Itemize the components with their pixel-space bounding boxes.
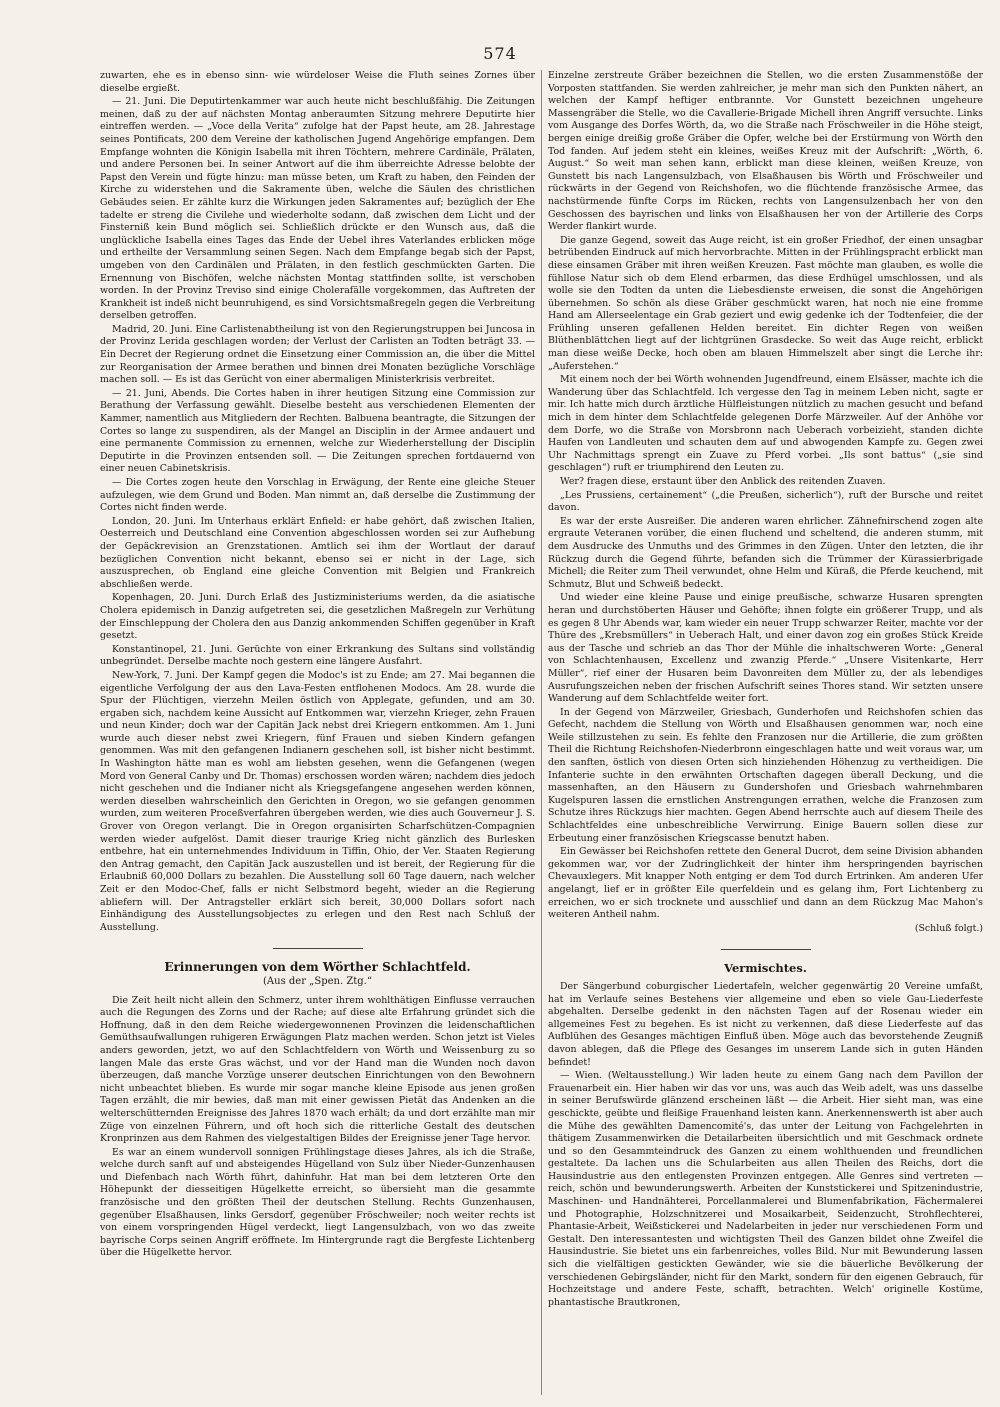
column-divider	[541, 70, 542, 1395]
section-divider	[273, 948, 363, 949]
article-source: (Aus der „Spen. Ztg.“	[263, 975, 372, 987]
paragraph: zuwarten, ehe es in ebenso sinn- wie würdeloser Weise die Fluth seines Zornes über dieselbe ergießt.	[100, 70, 535, 94]
paragraph: Einzelne zerstreute Gräber bezeichnen die Stellen, wo die ersten Zusammenstöße der Vorposten stattfanden. Sie werden zahlreicher, je mehr man sich den Punkten nähert, an welchen der Kampf heftiger entbrannte. Vor Gunstett bezeichnen ungeheure Massengräber die Stelle, wo die Cavallerie-Brigade Michell ihren Angriff versuchte. Links vom Ausgange des Dorfes Wörth, da, wo die Straße nach Fröschweiler in die Höhe steigt, bergen einige dreißig große Gräber die Opfer, welche bei der Erstürmung von Wörth den Tod fanden. Auf jedem steht ein kleines, weißes Kreuz mit der Aufschrift: „Wörth, 6. August.“ So weit man sehen kann, erblickt man diese kleinen, weißen Kreuze, von Gunstett bis nach Langensulzbach, von Elsaßhausen bis Wörth und Fröschweiler und rückwärts in der Gegend von Reichshofen, wo die flüchtende französische Armee, das nachstürmende fünfte Corps im Rücken, rechts von Langensulzenbach her von den Geschossen des bayrischen und links von Elsaßhausen her von der Artillerie des Corps Werder flankirt wurde.	[548, 70, 983, 233]
paragraph: — Wien. (Weltausstellung.) Wir laden heute zu einem Gang nach dem Pavillon der Frauenarbeit ein. Hier haben wir das vor uns, was auch das Weib adelt, was uns dasselbe in seiner Berufswürde glänzend erscheinen läßt — die Arbeit. Hier sieht man, was eine geschickte, geübte und fleißige Frauenhand leisten kann. Anerkennenswerth ist aber auch die Mühe des gewählten Damencomité's, das unter der Leitung von Fachgelehrten in thätigem Zusammenwirken die Detailarbeiten übersichtlich und mit Geschmack ordnete und so den Gesammteindruck des Ganzen zu einem wohlthuenden und freundlichen gestaltete. Da lachen uns die Schularbeiten aus allen Theilen des Reichs, dort die Hausindustrie aus den entlegensten Provinzen entgegen. Alle Genres sind vertreten — reich, schön und bewunderungswerth. Arbeiten der Kunststickerei und Spitzenindustrie, Maschinen- und Handnähterei, Porcellanmalerei und Blumenfabrikation, Fächermalerei und Photographie, Holzschnitzerei und Mosaikarbeit, Seidenzucht, Strohflechterei, Phantasie-Arbeit, Weißstickerei und Nadelarbeiten in jeder nur verschiedenen Form und Gestalt. Den interessantesten und wichtigsten Theil des Ganzen bildet ohne Zweifel die Hausindustrie. Sie bietet uns ein farbenreiches, volles Bild. Nur mit Bewunderung lassen sich die vielfältigen gestickten Gewänder, wie sie die bäuerliche Bevölkerung der verschiedenen Gebirgsländer, nicht für den Markt, sondern für den eigenen Gebrauch, für Hochzeitstage und andere Feste, schafft, betrachten. Welch' originelle Kostüme, phantastische Brautkronen,	[548, 1070, 983, 1308]
paragraph: Konstantinopel, 21. Juni. Gerüchte von einer Erkrankung des Sultans sind vollständig unbegründet. Derselbe machte noch gestern eine längere Ausfahrt.	[100, 643, 535, 668]
paragraph: — 21. Juni, Abends. Die Cortes haben in ihrer heutigen Sitzung eine Commission zur Berathung der Verfassung gewählt. Dieselbe besteht aus verschiedenen Elementen der Kammer, namentlich aus Mitgliedern der Rechten. Balbuena beantragte, die Sitzungen der Cortes so lange zu suspendiren, als der Mangel an Disciplin in der Armee andauert und eine permanente Commission zu ernennen, welche zur Wiederherstellung der Disciplin Deputirte in die Provinzen entsenden soll. — Die Zeitungen sprechen fortdauernd von einer neuen Cabinetskrisis.	[100, 387, 535, 475]
left-column	[100, 70, 535, 1395]
paragraph: Wer? fragen diese, erstaunt über den Anblick des reitenden Zuaven.	[560, 476, 886, 487]
paragraph: Es war an einem wundervoll sonnigen Frühlingstage dieses Jahres, als ich die Straße, welche durch sanft auf und absteigendes Hügelland von Sulz über Nieder-Gunzenhausen und Diefenbach nach Wörth führt, dahinfuhr. Hat man bei dem letzteren Orte den Höhepunkt der diesseitigen Hügelkette erreicht, so übersieht man die gesammte französische und den größten Theil der deutschen Stellung. Rechts Gunzenhausen, gegenüber Elsaßhausen, links Gersdorf, gegenüber Fröschweiler; noch weiter rechts ist von einem vorspringenden Hügel verdeckt, liegt Langensulzbach, von wo das zweite bayrische Corps seinen Angriff eröffnete. Im Hintergrunde ragt die Bergfeste Lichtenberg über die Hügelkette hervor.	[100, 1146, 535, 1259]
paragraph: New-York, 7. Juni. Der Kampf gegen die Modoc's ist zu Ende; am 27. Mai begannen die eigentliche Verfolgung der aus den Lava-Festen entflohenen Modocs. Am 28. wurde die Spur der Flüchtigen, vierzehn Meilen östlich von Applegate, gefunden, und am 30. ergaben sich, nachdem keine Aussicht auf Entkommen war, vierzehn Krieger, zehn Frauen und neun Kinder; doch war der Capitän Jack nebst drei Kriegern entkommen. Am 1. Juni wurde auch dieser nebst zwei Kriegern, fünf Frauen und sieben Kindern gefangen genommen. Was mit den gefangenen Indianern geschehen soll, ist bisher nicht bestimmt. In Washington hätte man es wohl am liebsten gesehen, wenn die Gefangenen (wegen Mord von General Canby und Dr. Thomas) erschossen worden wären; nachdem dies jedoch nicht geschehen und die Indianer nicht als Kriegsgefangene angesehen werden können, werden dieselben wahrscheinlich den Gerichten in Oregon, wo sie gefangen genommen wurden, zum weiteren Proceßverfahren übergeben werden, wie dies auch Gouverneur J. S. Grover von Oregon verlangt. Die in Oregon organisirten Scharfschützen-Compagnien werden wieder aufgelöst. Damit dieser traurige Krieg nicht gänzlich des Burlesken entbehre, hat ein unternehmendes Individuum in Tiffin, Ohio, der Ver. Staaten Regierung den Antrag gemacht, den Capitän Jack auszustellen und ist bereit, der Regierung für die Erlaubniß 60,000 Dollars zu bezahlen. Die Ausstellung soll 60 Tage dauern, nach welcher Zeit er den Modoc-Chef, falls er nicht Selbstmord begeht, wieder an die Regierung abliefern will. Der Antragsteller erklärt sich bereit, 30,000 Dollars sofort nach Einhändigung des Ausstellungsobjectes zu erlegen und den Rest nach Schluß der Ausstellung.	[100, 669, 535, 933]
paragraph: Ein Gewässer bei Reichshofen rettete den General Ducrot, dem seine Division abhanden gekommen war, vor der Zudringlichkeit der hinter ihm herspringenden bayrischen Chevauxlegers. Mit knapper Noth entging er dem Tod durch Ertrinken. Am anderen Ufer angelangt, lief er in größter Eile querfeldein und es gelang ihm, Fort Lichtenberg zu erreichen, wo er sich trocknete und ausschlief und dann an dem Rückzug Mac Mahon's weiteren Antheil nahm.	[548, 846, 983, 921]
paragraph: Und wieder eine kleine Pause und einige preußische, schwarze Husaren sprengten heran und durchstöberten Häuser und Gehöfte; ihnen folgte ein größerer Trupp, und als es gegen 8 Uhr Abends war, kam wieder ein neuer Trupp schwarzer Reiter, machte vor der Thüre des „Krebsmüllers“ in Ueberach Halt, und einer davon zog ein großes Stück Kreide aus der Tasche und schrieb an das Thor der Mühle die inhaltschweren Worte: „General von Schlachtenhausen, Excellenz und zwanzig Pferde.“ „Unsere Visitenkarte, Herr Müller“, rief einer der Husaren beim Davonreiten dem Müller zu, der als lebendiges Ausrufungszeichen neben der frischen Aufschrift seines Thores stand. Wir setzten unsere Wanderung auf dem Schlachtfelde weiter fort.	[548, 592, 983, 705]
continuation-note: (Schluß folgt.)	[914, 922, 983, 934]
page-number: 574	[483, 44, 517, 63]
section-divider	[721, 949, 811, 950]
paragraph: Die Zeit heilt nicht allein den Schmerz, unter ihrem wohlthätigen Einflusse verrauchen auch die Regungen des Zorns und der Rache; auf diese alte Erfahrung gründet sich die Hoffnung, daß in den dem Reiche wiedergewonnenen Provinzen die leidenschaftlichen Gemüthsaufwallungen ruhigeren Erwägungen Platz machen werden. Schon jetzt ist Vieles anders geworden, jetzt, wo auf den Schlachtfeldern von Wörth und Weissenburg zu so langen Male das erste Gras wächst, und vor der Hand man die Wunden noch davon überzeugen, daß manche Vorzüge unserer deutschen Einrichtungen von den Bewohnern nicht unbeachtet blieben. Es wurde mir sogar manche kleine Episode aus jenen großen Tagen erzählt, die mir bewies, daß man mit einer gewissen Pietät das Andenken an die welterschütternden Ereignisse des Jahres 1870 wach erhält; da und dort erzählte man mir Züge von einzelnen Führern, und oft hoch sich die ritterliche Gestalt des deutschen Kronprinzen aus dem Rahmen des vielgestaltigen Bildes der Ereignisse jener Tage hervor.	[100, 994, 535, 1145]
paragraph: „Les Prussiens, certainement“ („die Preußen, sicherlich“), ruft der Bursche und reitet davon.	[548, 489, 983, 514]
section-title: Vermischtes.	[724, 961, 807, 976]
article-title: Erinnerungen von dem Wörther Schlachtfeld.	[164, 960, 471, 975]
paragraph: — 21. Juni. Die Deputirtenkammer war auch heute nicht beschlußfähig. Die Zeitungen meinen, daß zu der auf nächsten Montag anberaumten Sitzung mehrere Deputirte hier eintreffen werden. — „Voce della Verita“ zufolge hat der Papst heute, am 28. Jahrestage seines Pontificats, 200 dem Vereine der katholischen Jugend Angehörige empfangen. Dem Empfange wohnten die Königin Isabella mit ihren Töchtern, mehrere Cardinäle, Prälaten, und andere Personen bei. In seiner Antwort auf die ihm überreichte Adresse belobte der Papst den Verein und fügte hinzu: man müsse beten, um Kraft zu haben, den Feinden der Kirche zu widerstehen und die Sakramente üben, welche die Säulen des christlichen Gebäudes seien. Er zählte kurz die Wirkungen jeden Sakramentes auf; bezüglich der Ehe tadelte er streng die Civilehe und wiederholte sodann, daß zwischen dem Licht und der Finsterniß kein Bund möglich sei. Schließlich drückte er den Wunsch aus, daß die unglückliche Isabella eines Tages das Ende der Uebel ihres Vaterlandes erblicken möge und ertheilte der Versammlung seinen Segen. Nach dem Empfange begab sich der Papst, umgeben von den Cardinälen und Prälaten, in den festlich geschmückten Garten. Die Ernennung von Bischöfen, welche nächsten Montag stattfinden sollte, ist verschoben worden. In der Provinz Treviso sind einige Cholerafälle vorgekommen, das Auftreten der Krankheit ist indeß nicht beunruhigend, es sind Vorsichtsmaßregeln gegen die Verbreitung derselben getroffen.	[100, 96, 535, 322]
paragraph: Der Sängerbund coburgischer Liedertafeln, welcher gegenwärtig 20 Vereine umfaßt, hat im Verlaufe seines Bestehens vier allgemeine und eben so viele Gau-Liederfeste abgehalten. Derselbe gedenkt in den nächsten Tagen auf der Rosenau wieder ein allgemeines Fest zu begehen. Es ist nicht zu verkennen, daß diese Liederfeste auf das Aufblühen des Gesanges mächtigen Einfluß üben. Möge auch das bevorstehende Zeugniß davon ablegen, daß die Pflege des Gesanges im unserem Lande sich in guten Händen befindet!	[548, 980, 983, 1068]
paragraph: Kopenhagen, 20. Juni. Durch Erlaß des Justizministeriums werden, da die asiatische Cholera epidemisch in Danzig aufgetreten sei, die gesetzlichen Maßregeln zur Verhütung der Einschleppung der Cholera den aus Danzig ankommenden Schiffen gegenüber in Kraft gesetzt.	[100, 592, 535, 642]
paragraph: Mit einem noch der bei Wörth wohnenden Jugendfreund, einem Elsässer, machte ich die Wanderung über das Schlachtfeld. Ich vergesse den Tag in meinem Leben nicht, sagte er mir. Ich hatte mich durch ärztliche Hülfleistungen nützlich zu machen gesucht und befand mich in dem hinter dem Schlachtfelde gelegenen Dorfe Märzweiler. Auf der Anhöhe vor dem Dorfe, wo die Straße von Morsbronn nach Ueberach vorbeizieht, standen dichte Haufen von Landleuten und schauten dem auf und abwogenden Kampfe zu. Gegen zwei Uhr Nachmittags sprengt ein Zuave zu Pferd vorbei. „Ils sont battus“ („sie sind geschlagen“) ruft er triumphirend den Leuten zu.	[548, 374, 983, 474]
paragraph: London, 20. Juni. Im Unterhaus erklärt Enfield: er habe gehört, daß zwischen Italien, Oesterreich und Deutschland eine Convention abgeschlossen worden sei zur Aufhebung der Gepäckrevision an Grenzstationen. Amtlich sei ihm der Wortlaut der darauf bezüglichen Convention nicht bekannt, ebenso sei er nicht in der Lage, sich auszusprechen, ob England eine gleiche Convention mit Belgien und Frankreich abschließen werde.	[100, 515, 535, 590]
paragraph: Die ganze Gegend, soweit das Auge reicht, ist ein großer Friedhof, der einen unsagbar betrübenden Eindruck auf mich hervorbrachte. Mitten in der Frühlingspracht erblickt man diese einsamen Gräber mit ihren weißen Kreuzen. Fast möchte man glauben, es wolle die fühllose Natur sich ob dem Elend erbarmen, das diese Erdhügel umschlossen, und als wolle sie den Todten da unten die Liebesdienste erweisen, die sonst die Angehörigen übernehmen. So schön als diese Gräber geschmückt waren, hat noch nie eine fromme Hand am Allerseelentage ein Grab geziert und ewig gedenke ich der Todtenfeier, die der Frühling unseren gefallenen Helden bereitet. Ein dichter Regen von weißen Blüthenblättchen liegt auf der lichtgrünen Grasdecke. So weit das Auge reicht, erblickt man diese weiße Decke, hoch oben am blauen Himmelszelt aber singt die Lerche ihr: „Auferstehen.“	[548, 234, 983, 372]
paragraph: In der Gegend von Märzweiler, Griesbach, Gunderhofen und Reichshofen schien das Gefecht, nachdem die Stellung von Wörth und Elsaßhausen genommen war, noch eine Weile stillzustehen zu sein. Es fehlte den Franzosen nur die Artillerie, die zum größten Theil die Richtung Reichshofen-Niederbronn eingeschlagen hatte und weit voraus war, um den sanften, östlich von diesen Orten sich hinziehenden Höhenzug zu vertheidigen. Die Infanterie suchte in den erwähnten Ortschaften dagegen überall Deckung, und die massenhaften, an den Häusern zu Gundershofen und Griesbach wahrnehmbaren Kugelspuren lassen die ernstlichen Anstrengungen errathen, welche die Franzosen zum Schutze ihres Rückzugs hier machten. Gegen Abend herrschte auch auf diesem Theile des Schlachtfeldes eine unbeschreibliche Verwirrung. Einige Bauern sollen diese zur Erbeutung einer französischen Kriegscasse benutzt haben.	[548, 706, 983, 844]
right-column	[548, 70, 983, 1395]
paragraph: Madrid, 20. Juni. Eine Carlistenabtheilung ist von den Regierungstruppen bei Juncosa in der Provinz Lerida geschlagen worden; der Verlust der Carlisten an Todten beträgt 33. — Ein Decret der Regierung ordnet die Einsetzung einer Commission an, die über die Mittel zur Reorganisation der Armee berathen und binnen drei Monaten bezügliche Vorschläge machen soll. — Es ist das Gerücht von einer abermaligen Ministerkrisis verbreitet.	[100, 323, 535, 386]
paragraph: Es war der erste Ausreißer. Die anderen waren ehrlicher. Zähnefnirschend zogen alte ergraute Veteranen vorüber, die einen fluchend und scheltend, die anderen stumm, mit dem Ausdrucke des Unmuths und des Grimmes in den Zügen. Unter den letzten, die ihr Rückzug durch die Gegend führte, befanden sich die Trümmer der Kürassierbrigade Michell; die Reiter zum Theil verwundet, ohne Helm und Küraß, die Pferde keuchend, mit Schmutz, Blut und Schweiß bedeckt.	[548, 515, 983, 590]
paragraph: — Die Cortes zogen heute den Vorschlag in Erwägung, der Rente eine gleiche Steuer aufzulegen, wie dem Grund und Boden. Man nimmt an, daß derselbe die Zustimmung der Cortes nicht finden werde.	[100, 477, 535, 514]
